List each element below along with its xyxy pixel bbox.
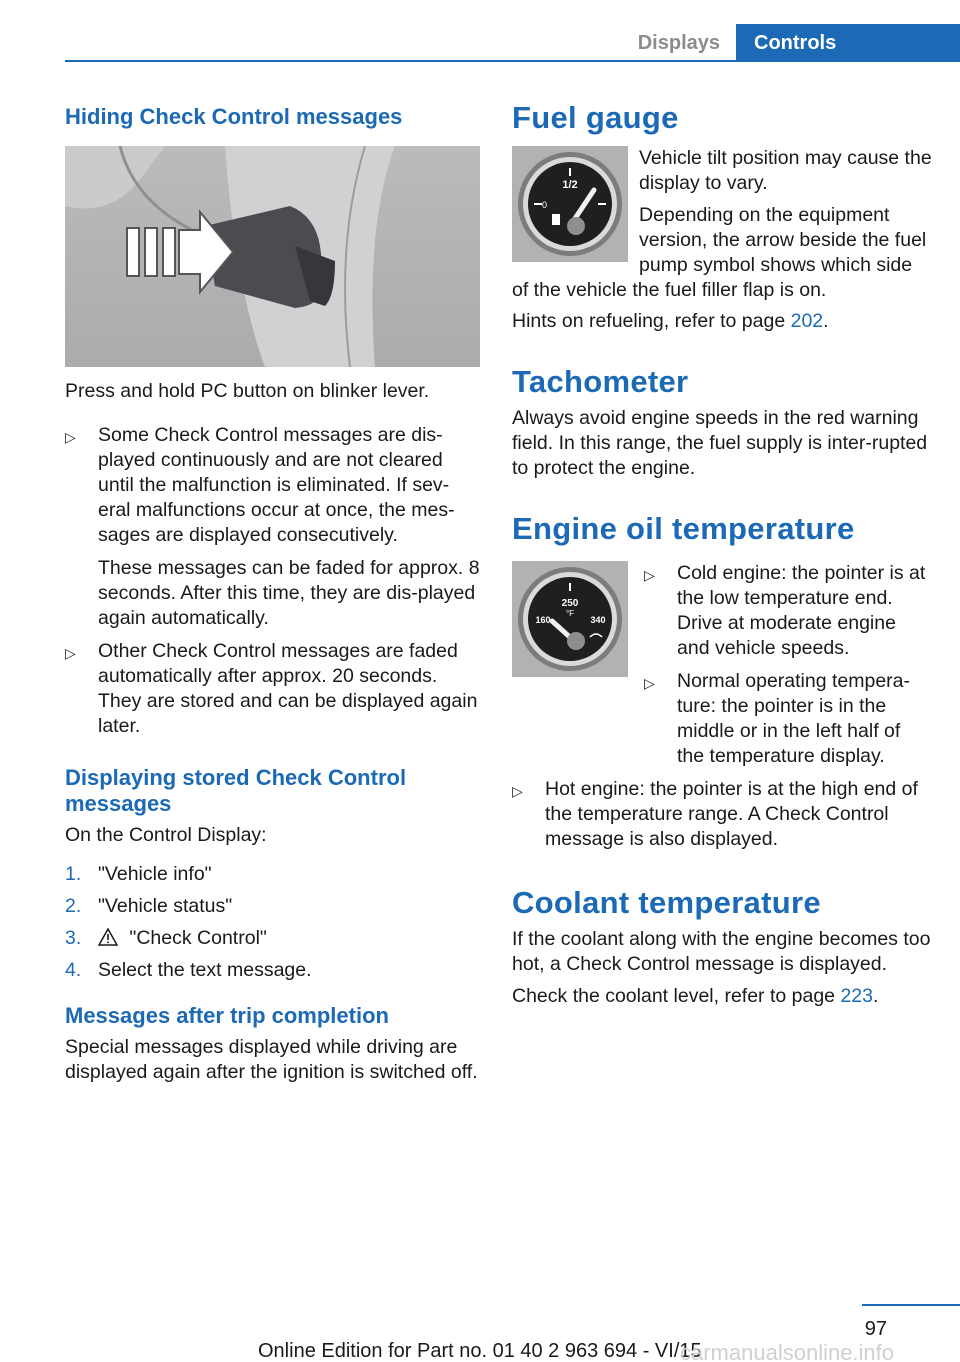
oil-temperature-gauge-image [512,561,628,677]
triangle-bullet-icon: ▷ [644,567,655,583]
svg-text:160: 160 [535,615,551,625]
warning-triangle-icon [98,926,124,951]
on-control-display: On the Control Display: [65,824,267,846]
heading-hiding-check-control: Hiding Check Control messages [65,104,403,129]
fuel-gauge-icon [512,146,628,262]
blinker-lever-illustration [65,146,480,367]
list-item: ▷ Some Check Control messages are dis-played continuously and are not cleared until the malfunction is eliminated. If sev-eral malfunctions occur at once, the mes-sages are displayed consecutively. These messages can be faded for approx. 8 seconds. After this time, they are dis-played again automatically. [65,424,480,629]
heading-fuel-gauge: Fuel gauge [512,100,679,135]
triangle-bullet-icon: ▷ [512,783,523,799]
coolant-paragraph-2: Check the coolant level, refer to page 223. [512,985,879,1007]
coolant-paragraph-1: If the coolant along with the engine becomes too hot, a Check Control message is displayed. [512,928,931,975]
right-column [512,100,932,1009]
blinker-lever-photo [65,146,480,367]
heading-displaying-stored: Displaying stored Check Control messages [65,765,407,816]
press-paragraph: Press and hold PC button on blinker lever. [65,380,430,402]
svg-text:340: 340 [590,615,606,625]
svg-text:0: 0 [542,200,548,210]
heading-messages-after-trip: Messages after trip completion [65,1003,389,1028]
list-item: ▷ Hot engine: the pointer is at the high end of the temperature range. A Check Control message is also displayed. [512,778,918,850]
page-link-223[interactable]: 223 [840,985,873,1007]
list-item: ▷ Normal operating tempera-ture: the pointer is in the middle or in the left half of the temperature display. [644,670,911,767]
list-item: 2. "Vehicle status" [65,895,233,917]
fuel-gauge-image [512,146,628,262]
footer-edition: Online Edition for Part no. 01 40 2 963 694 - VI/15 [258,1340,702,1362]
tachometer-paragraph: Always avoid engine speeds in the red warning field. In this range, the fuel supply is inter-rupted to protect the engine. [512,407,928,479]
tab-controls[interactable]: Controls [736,24,960,62]
list-item: ▷ Cold engine: the pointer is at the low temperature end. Drive at moderate engine and vehicle speeds. [644,562,926,659]
svg-text:250: 250 [561,598,579,609]
triangle-bullet-icon: ▷ [644,675,655,691]
oil-temperature-gauge-icon [512,561,628,677]
left-column [65,100,480,1085]
footer-divider [862,1304,960,1306]
fuel-paragraph-1: Vehicle tilt position may cause the display to vary. [639,147,932,194]
svg-text:1/2: 1/2 [562,179,578,191]
heading-coolant-temperature: Coolant temperature [512,885,821,920]
triangle-bullet-icon: ▷ [65,645,76,661]
tab-displays[interactable]: Displays [637,32,720,54]
watermark: carmanualsonline.info [680,1340,895,1362]
heading-engine-oil-temperature: Engine oil temperature [512,511,855,546]
fuel-paragraph-2: Depending on the equipment version, the arrow beside the fuel pump symbol shows which side of the vehicle the fuel filler flap is on. [512,204,927,301]
heading-tachometer: Tachometer [512,364,689,399]
fuel-hints: Hints on refueling, refer to page 202. [512,310,829,332]
svg-text:°F: °F [565,609,575,618]
steps-list [65,862,480,983]
list-item: 1. "Vehicle info" [65,863,212,885]
page-link-202[interactable]: 202 [790,310,824,332]
special-messages-paragraph: Special messages displayed while driving are displayed again after the ignition is switched off. [65,1036,478,1083]
list-item: 4. Select the text message. [65,959,312,981]
header-bar [65,24,960,62]
triangle-bullet-icon: ▷ [65,429,76,445]
list-item: 3. "Check Control" [65,927,267,949]
list-item: ▷ Other Check Control messages are faded automatically after approx. 20 seconds. They are stored and can be displayed again later. [65,640,478,737]
page-number: 97 [864,1318,887,1340]
